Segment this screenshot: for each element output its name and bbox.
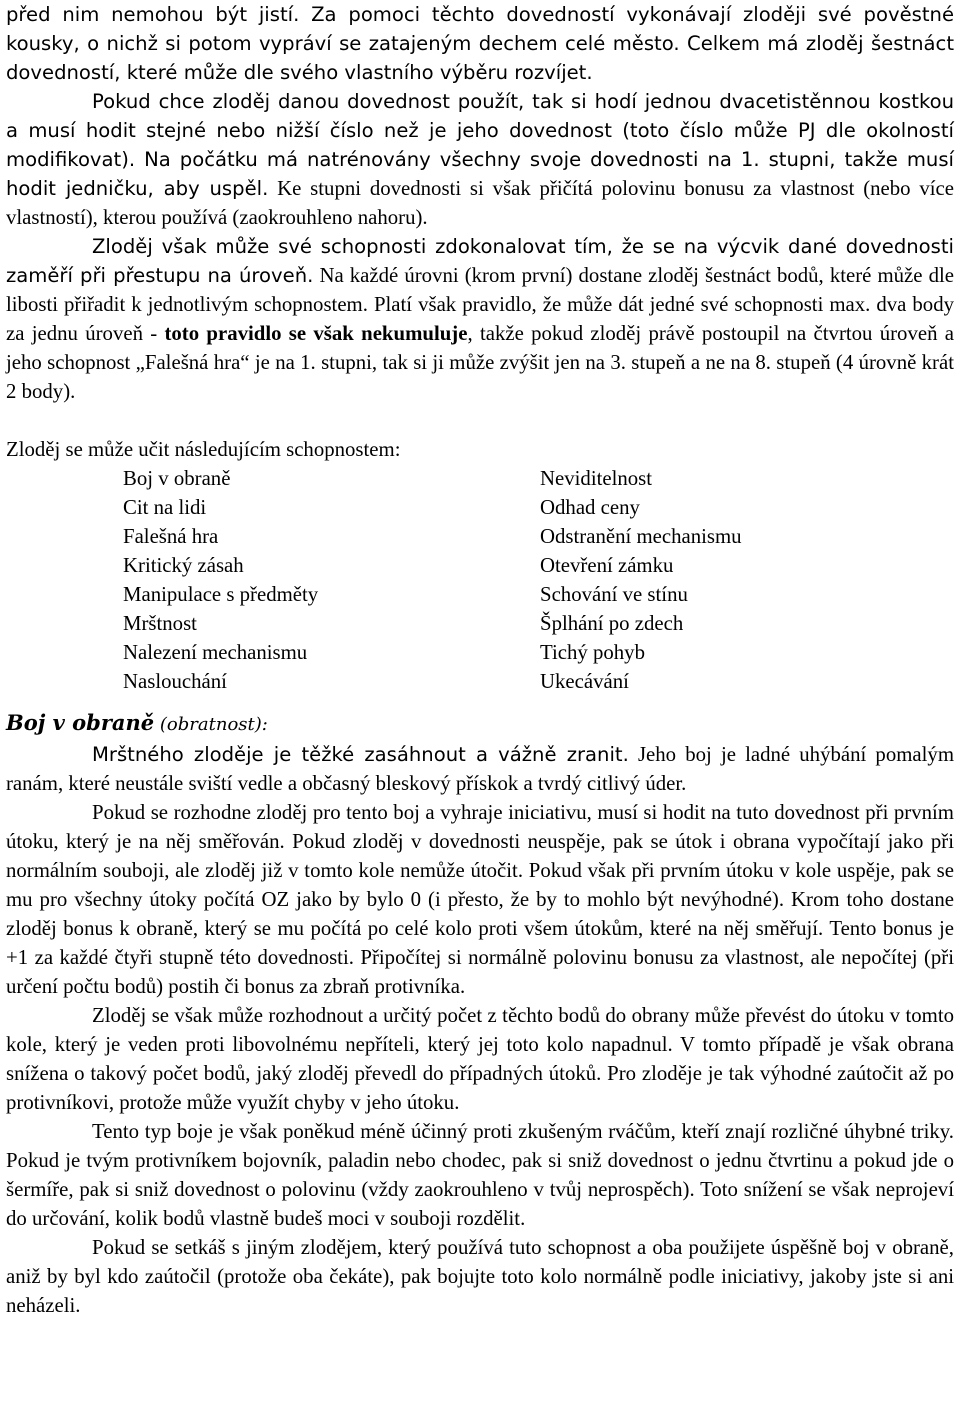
section-p1-a: Mrštného zloděje je těžké zasáhnout a vážně zranit.	[92, 743, 629, 766]
section-paragraph-1	[6, 740, 954, 798]
skill-item: Mrštnost	[123, 612, 197, 635]
intro-paragraph-2	[6, 87, 954, 232]
skill-item: Falešná hra	[123, 525, 219, 548]
section-paragraph-5: Pokud se setkáš s jiným zlodějem, který používá tuto schopnost a oba použijete úspěšně boj v obraně, aniž by byl kdo zaútočil (protože oba čekáte), pak bojujte toto kolo normálně podle iniciativy, jakoby jste si ani neházeli.	[6, 1236, 954, 1317]
intro-p3-bold: toto pravidlo se však nekumuluje	[164, 322, 468, 345]
section-paragraph-3: Zloděj se však může rozhodnout a určitý počet z těchto bodů do obrany může převést do útoku v tomto kole, který je veden proti libovolnému nepříteli, který jej toto kolo napadnul. V tomto případě je však obrana snížena o takový počet bodů, jaký zloděj převedl do případných útoků. Pro zloděje je tak výhodné zaútočit až po protivníkovi, protože může využít chyby v jeho útoku.	[6, 1004, 954, 1114]
skills-list	[6, 464, 954, 696]
skills-intro: Zloděj se může učit následujícím schopnostem:	[6, 438, 401, 461]
intro-p2-a: Pokud chce zloděj danou dovednost použít, tak si hodí jednou dvacetistěnnou kostkou a musí hodit stejné nebo nižší číslo než je jeho dovednost (toto číslo může PJ dle okolností modifikovat). Na počátku má natrénovány všechny svoje dovednosti na 1. stupni, takže musí hodit jedničku, aby uspěl.	[6, 90, 954, 200]
skill-item: Otevření zámku	[540, 554, 674, 577]
section-heading	[6, 708, 954, 740]
skill-item: Ukecávání	[540, 670, 629, 693]
spacer	[6, 406, 954, 435]
section-subtitle: (obratnost):	[154, 714, 268, 735]
skill-item: Šplhání po zdech	[540, 612, 684, 635]
skill-item: Odhad ceny	[540, 496, 640, 519]
intro-p3-a: Zloděj však může své schopnosti zdokonalovat tím, že se na výcvik dané dovednosti zaměří při přestupu na úroveň.	[6, 235, 954, 287]
intro-paragraph-3	[6, 232, 954, 406]
intro-p3-c: , takže pokud zloděj právě postoupil na čtvrtou úroveň a jeho schopnost „Falešná hra“ je na 1. stupni, tak si ji může zvýšit jen na 3. stupeň a ne na 8. stupeň (4 úrovně krát 2 body).	[6, 322, 954, 403]
skill-item: Cit na lidi	[123, 496, 207, 519]
skills-column-right	[540, 464, 742, 696]
skill-item: Kritický zásah	[123, 554, 244, 577]
skill-item: Manipulace s předměty	[123, 583, 319, 606]
intro-p1-text: před nim nemohou být jistí. Za pomoci těchto dovedností vykonávají zloději své pověstné kousky, o nichž si potom vypráví se zatajeným dechem celé město. Celkem má zloděj šestnáct dovedností, které může dle svého vlastního výběru rozvíjet.	[6, 3, 954, 84]
section-title: Boj v obraně	[6, 710, 155, 735]
intro-p2-b: Ke stupni dovednosti si však přičítá polovinu bonusu za vlastnost (nebo více vlastností), kterou používá (zaokrouhleno nahoru).	[6, 177, 954, 229]
skill-item: Tichý pohyb	[540, 641, 645, 664]
skills-column-left	[123, 464, 540, 696]
intro-p3-b: Na každé úrovni (krom první) dostane zloděj šestnáct bodů, které může dle libosti přiřadit k jednotlivým schopnostem. Platí však pravidlo, že může dát jedné své schopnosti max. dva body za jednu úroveň -	[6, 264, 954, 345]
intro-paragraph-1	[6, 0, 954, 87]
skill-item: Nalezení mechanismu	[123, 641, 308, 664]
section-paragraph-2: Pokud se rozhodne zloděj pro tento boj a vyhraje iniciativu, musí si hodit na tuto dovednost při prvním útoku, který je na něj směřován. Pokud zloděj v dovednosti neuspěje, pak se útok i obrana vypočítají jako při normálním souboji, ale zloděj již v tomto kole nemůže útočit. Pokud však při prvním útoku v kole uspěje, pak se mu pro všechny útoky počítá OZ jako by bylo 0 (i přesto, že by to mohlo být nevýhodné). Krom toho dostane zloděj bonus k obraně, který se mu počítá po celé kolo proti všem útokům, které na něj směřují. Tento bonus je +1 za každé čtyři stupně této dovednosti. Připočítej si normálně polovinu bonusu za vlastnost, ale nepočítej (při určení počtu bodů) postih či bonus za zbraň protivníka.	[6, 801, 954, 998]
section-p1-b: Jeho boj je ladné uhýbání pomalým ranám, které neustále sviští vedle a občasný bleskový přískok a tvrdý citlivý úder.	[6, 743, 954, 795]
skill-item: Schování ve stínu	[540, 583, 688, 606]
skill-item: Naslouchání	[123, 670, 227, 693]
skill-item: Neviditelnost	[540, 467, 653, 490]
section-paragraph-4: Tento typ boje je však poněkud méně účinný proti zkušeným rváčům, kteří znají rozličné úhybné triky. Pokud je tvým protivníkem bojovník, paladin nebo chodec, pak si sniž dovednost o jednu čtvrtinu a pokud jde o šermíře, pak si sniž dovednost o polovinu (vždy zaokrouhleno v tvůj neprospěch). Toto snížení se však neprojeví do určování, kolik bodů vlastně budeš moci v souboji rozdělit.	[6, 1120, 954, 1230]
skill-item: Odstranění mechanismu	[540, 525, 742, 548]
skill-item: Boj v obraně	[123, 467, 231, 490]
